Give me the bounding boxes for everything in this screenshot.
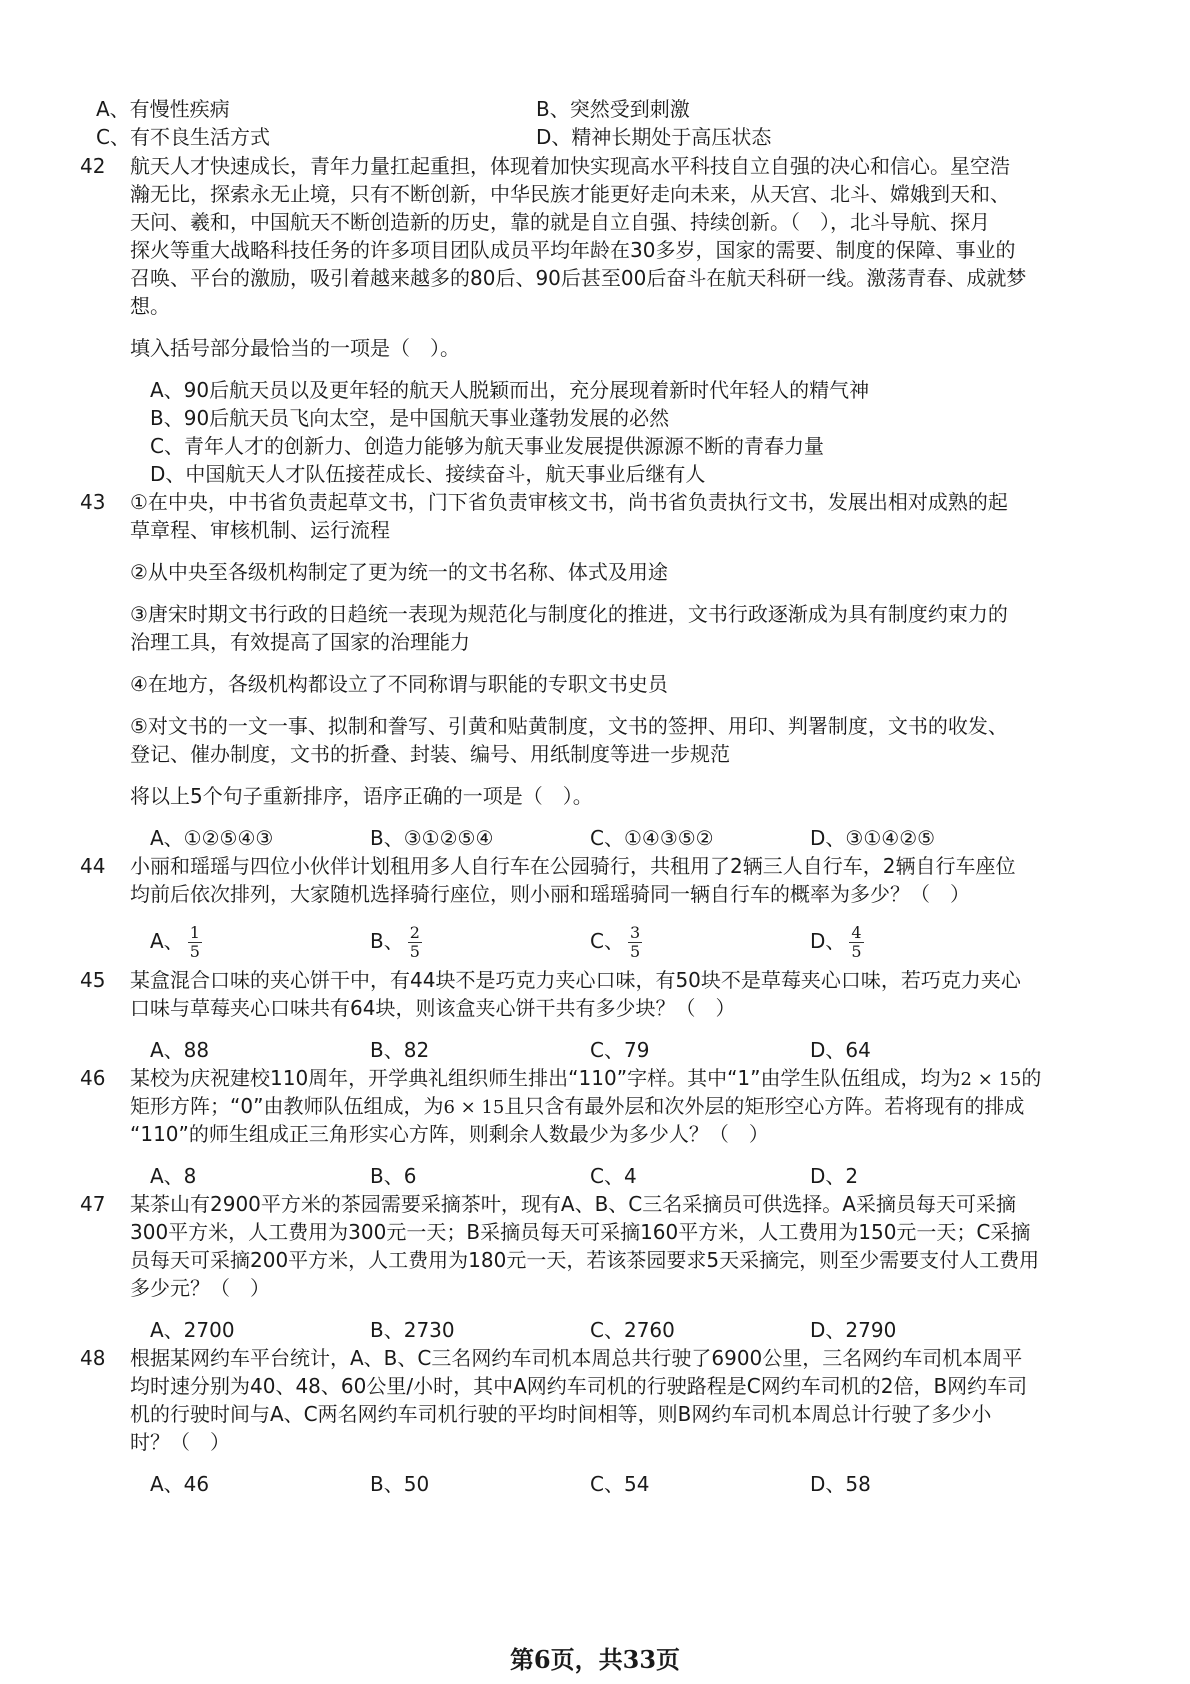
page-footer: 第6页，共33页: [509, 1645, 681, 1674]
stem-line: 均前后依次排列，大家随机选择骑行座位，则小丽和瑶瑶骑同一辆自行车的概率为多少？（ ）: [130, 882, 970, 906]
stem-line: 根据某网约车平台统计，A、B、C三名网约车司机本周总共行驶了6900公里，三名网约车司机本周平: [130, 1346, 1023, 1370]
stem-line: 300平方米，人工费用为300元一天；B采摘员每天可采摘160平方米，人工费用为150元一天；C采摘: [130, 1220, 1031, 1244]
question-prompt: 填入括号部分最恰当的一项是（ ）。: [130, 336, 460, 360]
option-b: B、③①②⑤④: [370, 826, 494, 850]
fraction: [628, 924, 642, 961]
option-b: B、82: [370, 1038, 430, 1062]
option-b: [370, 924, 422, 961]
option-b: B、突然受到刺激: [536, 97, 690, 121]
option-label: C、: [590, 929, 624, 953]
question-number: 44: [80, 854, 106, 878]
option-a: A、90后航天员以及更年轻的航天人脱颖而出，充分展现着新时代年轻人的精气神: [150, 378, 870, 402]
option-d: D、64: [810, 1038, 871, 1062]
sentence-2: ②从中央至各级机构制定了更为统一的文书名称、体式及用途: [130, 560, 668, 584]
stem-line: 口味与草莓夹心口味共有64块，则该盒夹心饼干共有多少块？（ ）: [130, 996, 736, 1020]
question-number: 42: [80, 154, 106, 178]
option-d: D、精神长期处于高压状态: [536, 125, 772, 149]
denominator: 5: [629, 942, 641, 961]
question-number: 47: [80, 1192, 106, 1216]
stem-line: 均时速分别为40、48、60公里/小时，其中A网约车司机的行驶路程是C网约车司机的2倍，B网约车司: [130, 1374, 1028, 1398]
question-number: 46: [80, 1066, 106, 1090]
stem-text: 的: [1021, 1066, 1042, 1090]
stem-text: 矩形方阵；“0”由教师队伍组成，为: [130, 1094, 444, 1118]
option-d: D、2: [810, 1164, 859, 1188]
option-d: D、③①④②⑤: [810, 826, 936, 850]
option-c: C、54: [590, 1472, 650, 1496]
option-c: C、有不良生活方式: [96, 125, 270, 149]
option-a: A、8: [150, 1164, 197, 1188]
sentence-5: 登记、催办制度，文书的折叠、封装、编号、用纸制度等进一步规范: [130, 742, 730, 766]
numerator: 3: [629, 923, 641, 942]
option-d: D、2790: [810, 1318, 897, 1342]
option-d: D、58: [810, 1472, 871, 1496]
option-c: C、79: [590, 1038, 650, 1062]
numerator: 2: [409, 923, 420, 942]
stem-line: 小丽和瑶瑶与四位小伙伴计划租用多人自行车在公园骑行，共租用了2辆三人自行车，2辆自行车座位: [130, 854, 1016, 878]
stem-line: 员每天可采摘200平方米，人工费用为180元一天，若该茶园要求5天采摘完，则至少需要支付人工费用: [130, 1248, 1040, 1272]
option-c: C、青年人才的创新力、创造力能够为航天事业发展提供源源不断的青春力量: [150, 434, 824, 458]
stem-text: 某校为庆祝建校110周年，开学典礼组织师生排出“110”字样。其中“1”由学生队伍组成，均为: [130, 1066, 961, 1090]
question-number: 48: [80, 1346, 106, 1370]
sentence-4: ④在地方，各级机构都设立了不同称谓与职能的专职文书史员: [130, 672, 668, 696]
option-a: A、有慢性疾病: [96, 97, 230, 121]
sentence-3: 治理工具，有效提高了国家的治理能力: [130, 630, 470, 654]
option-c: [590, 924, 642, 961]
option-b: B、50: [370, 1472, 430, 1496]
option-label: A、: [150, 929, 184, 953]
option-b: B、90后航天员飞向太空，是中国航天事业蓬勃发展的必然: [150, 406, 670, 430]
option-c: C、4: [590, 1164, 637, 1188]
option-a: A、88: [150, 1038, 210, 1062]
stem-line: 时？（ ）: [130, 1430, 230, 1454]
option-b: B、6: [370, 1164, 417, 1188]
denominator: 5: [851, 942, 862, 961]
option-d: D、中国航天人才队伍接茬成长、接续奋斗，航天事业后继有人: [150, 462, 706, 486]
fraction: [188, 924, 202, 961]
stem-line: 想。: [130, 294, 170, 318]
option-a: A、①②⑤④③: [150, 826, 274, 850]
denominator: 5: [189, 942, 200, 961]
stem-line: 航天人才快速成长，青年力量扛起重担，体现着加快实现高水平科技自立自强的决心和信心。星空浩: [130, 154, 1010, 178]
math-expression: 6 × 15: [443, 1097, 505, 1118]
option-a: A、46: [150, 1472, 210, 1496]
numerator: 1: [189, 923, 200, 942]
question-number: 45: [80, 968, 106, 992]
fraction: [408, 924, 422, 961]
stem-line: 多少元？（ ）: [130, 1276, 270, 1300]
math-expression: 2 × 15: [960, 1069, 1022, 1090]
stem-line: 某茶山有2900平方米的茶园需要采摘茶叶，现有A、B、C三名采摘员可供选择。A采摘员每天可采摘: [130, 1192, 1016, 1216]
question-prompt: 将以上5个句子重新排序，语序正确的一项是（ ）。: [130, 784, 593, 808]
sentence-3: ③唐宋时期文书行政的日趋统一表现为规范化与制度化的推进，文书行政逐渐成为具有制度约束力的: [130, 602, 1008, 626]
option-a: A、2700: [150, 1318, 235, 1342]
denominator: 5: [409, 942, 420, 961]
option-d: [810, 924, 864, 961]
option-c: C、2760: [590, 1318, 675, 1342]
question-number: 43: [80, 490, 106, 514]
numerator: 4: [851, 923, 862, 942]
stem-line: 机的行驶时间与A、C两名网约车司机行驶的平均时间相等，则B网约车司机本周总计行驶了多少小: [130, 1402, 992, 1426]
stem-line: 天问、羲和，中国航天不断创造新的历史，靠的就是自立自强、持续创新。（ ），北斗导航、探月: [130, 210, 990, 234]
stem-line: 召唤、平台的激励，吸引着越来越多的80后、90后甚至00后奋斗在航天科研一线。激荡青春、成就梦: [130, 266, 1027, 290]
stem-line: 探火等重大战略科技任务的许多项目团队成员平均年龄在30多岁，国家的需要、制度的保障、事业的: [130, 238, 1016, 262]
option-b: B、2730: [370, 1318, 455, 1342]
sentence-1: ①在中央，中书省负责起草文书，门下省负责审核文书，尚书省负责执行文书，发展出相对成熟的起: [130, 490, 1008, 514]
option-label: D、: [810, 929, 846, 953]
stem-line: 瀚无比，探索永无止境，只有不断创新，中华民族才能更好走向未来，从天宫、北斗、嫦娥到天和、: [130, 182, 1010, 206]
sentence-1: 草章程、审核机制、运行流程: [130, 518, 390, 542]
option-c: C、①④③⑤②: [590, 826, 714, 850]
option-a: [150, 924, 202, 961]
stem-text: 且只含有最外层和次外层的矩形空心方阵。若将现有的排成: [504, 1094, 1025, 1118]
fraction: [849, 924, 863, 961]
sentence-5: ⑤对文书的一文一事、拟制和誊写、引黄和贴黄制度，文书的签押、用印、判署制度，文书的收发、: [130, 714, 1008, 738]
stem-line: “110”的师生组成正三角形实心方阵，则剩余人数最少为多少人？（ ）: [130, 1122, 769, 1146]
stem-line: 某盒混合口味的夹心饼干中，有44块不是巧克力夹心口味，有50块不是草莓夹心口味，若巧克力夹心: [130, 968, 1021, 992]
option-label: B、: [370, 929, 404, 953]
